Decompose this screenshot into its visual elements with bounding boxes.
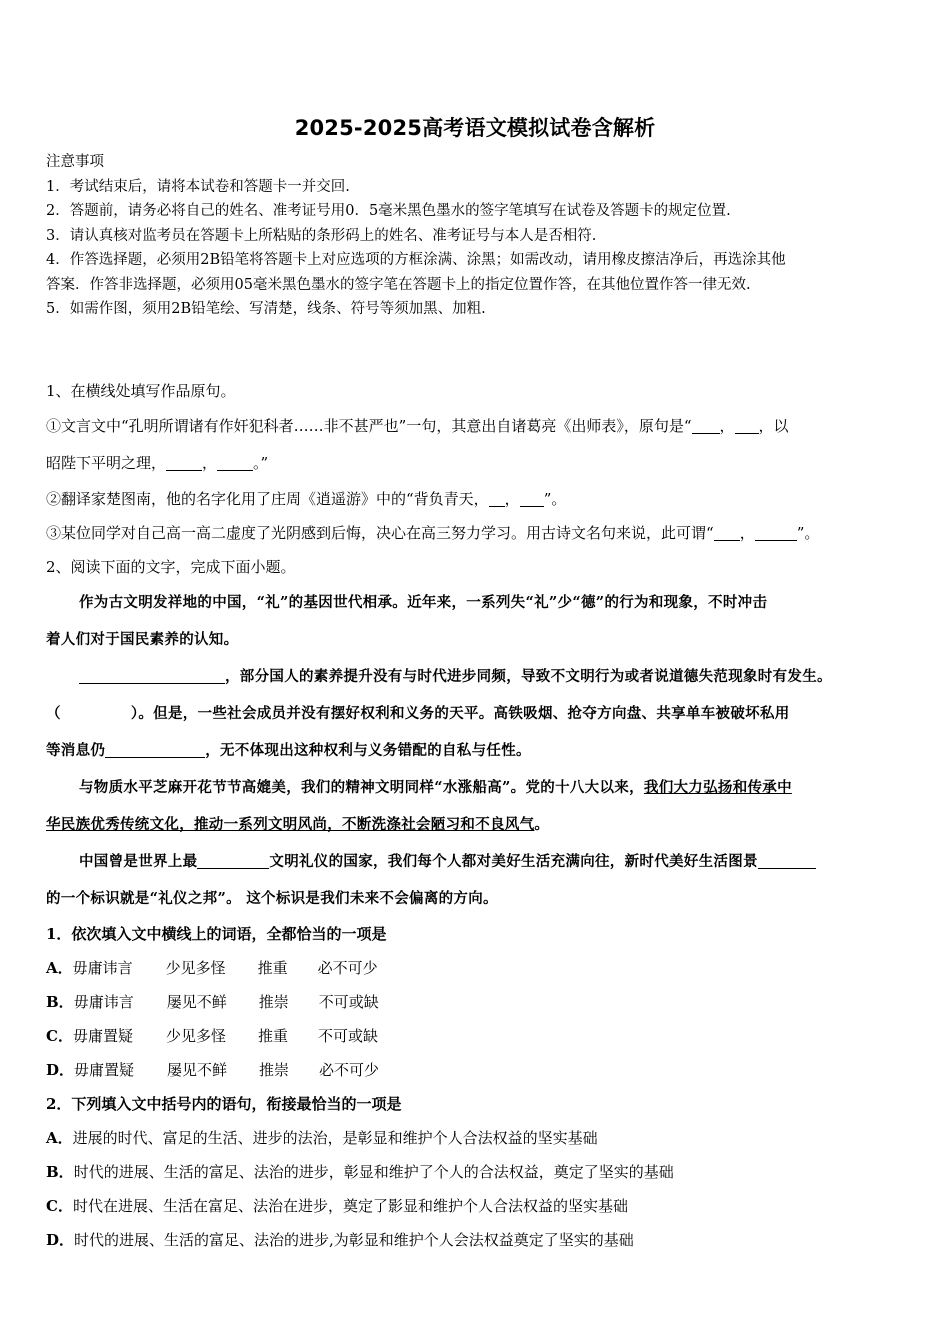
fill-blank[interactable] — [735, 415, 759, 434]
passage-line: 等消息仍 ，无不体现出这种权利与义务错配的自私与任性。 — [46, 732, 912, 769]
notes-item: 2．答题前，请务必将自己的姓名、准考证号用0．5毫米黑色墨水的签字笔填写在试卷及答题卡的规定位置. — [46, 203, 731, 219]
underlined-sentence: 华民族优秀传统文化，推动一系列文明风尚，不断洗涤社会陋习和不良风气 — [46, 816, 535, 833]
fill-blank[interactable] — [217, 452, 253, 471]
fill-blank[interactable] — [489, 488, 505, 507]
fill-blank[interactable] — [758, 850, 816, 869]
notes-section — [46, 150, 906, 322]
subq2-option-b[interactable]: B．时代的进展、生活的富足、法治的进步，彰显和维护了个人的合法权益，奠定了坚实的基础 — [46, 1163, 674, 1181]
underlined-sentence: 我们大力弘扬和传承中 — [643, 779, 792, 796]
passage-line: 的一个标识就是“礼仪之邦”。 这个标识是我们未来不会偏离的方向。 — [46, 890, 498, 907]
passage-line: ，部分国人的素养提升没有与时代进步同频，导致不文明行为或者说道德失范现象时有发生。 — [46, 658, 912, 695]
q1-sub1-line2: 昭陛下平明之理， ， 。” — [46, 454, 269, 472]
q1-sub1-line1: ①文言文中“孔明所谓诸有作奸犯科者……非不甚严也”一句，其意出自诸葛亮《出师表》，原句是“ ， ，以 — [46, 417, 789, 435]
q1-stem: 1、在横线处填写作品原句。 — [46, 382, 236, 400]
subq2-option-c[interactable]: C．时代在进展、生活在富足、法治在进步，奠定了影显和维护个人合法权益的坚实基础 — [46, 1197, 628, 1215]
notes-heading: 注意事项 — [46, 154, 104, 170]
q2-stem: 2、阅读下面的文字，完成下面小题。 — [46, 558, 296, 576]
fill-blank[interactable] — [105, 739, 205, 758]
q1-sub3: ③某位同学对自己高一高二虚度了光阴感到后悔，决心在高三努力学习。用古诗文名句来说，此可谓“ ， ”。 — [46, 524, 820, 542]
subq1-option-c[interactable]: C．毋庸置疑 少见多怪 推重 不可或缺 — [46, 1027, 378, 1045]
q1-sub2: ②翻译家楚图南，他的名字化用了庄周《逍遥游》中的“背负青天， ， ”。 — [46, 490, 567, 508]
questions-body — [46, 374, 912, 1257]
fill-blank[interactable] — [197, 850, 269, 869]
page-title: 2025-2025高考语文模拟试卷含解析 — [294, 116, 656, 140]
fill-blank[interactable] — [755, 522, 797, 541]
passage-line: 与物质水平芝麻开花节节高媲美，我们的精神文明同样“水涨船高”。党的十八大以来，我们大力弘扬和传承中 — [79, 779, 792, 796]
subq2-stem: 2．下列填入文中括号内的语句，衔接最恰当的一项是 — [46, 1095, 402, 1113]
fill-blank[interactable] — [520, 488, 544, 507]
subq1-stem: 1．依次填入文中横线上的词语，全都恰当的一项是 — [46, 925, 387, 943]
subq2-option-a[interactable]: A．进展的时代、富足的生活、进步的法治，是彰显和维护个人合法权益的坚实基础 — [46, 1129, 598, 1147]
fill-blank[interactable] — [714, 522, 740, 541]
fill-blank[interactable] — [166, 452, 202, 471]
passage-line: 作为古文明发祥地的中国，“礼”的基因世代相承。近年来，一系列失“礼”少“德”的行为和现象，不时冲击 — [79, 594, 768, 611]
subq1-option-d[interactable]: D．毋庸置疑 屡见不鲜 推崇 必不可少 — [46, 1061, 380, 1079]
subq1-option-a[interactable]: A．毋庸讳言 少见多怪 推重 必不可少 — [46, 959, 378, 977]
notes-item: 4．作答选择题，必须用2B铅笔将答题卡上对应选项的方框涂满、涂黑；如需改动，请用橡皮擦洁净后，再选涂其他 — [46, 252, 786, 268]
fill-blank[interactable] — [79, 665, 225, 684]
reading-passage — [46, 584, 912, 917]
notes-item: 答案．作答非选择题，必须用05毫米黑色墨水的签字笔在答题卡上的指定位置作答，在其他位置作答一律无效. — [46, 276, 751, 293]
subq1-option-b[interactable]: B．毋庸讳言 屡见不鲜 推崇 不可或缺 — [46, 993, 379, 1011]
passage-line: 中国曾是世界上最 文明礼仪的国家，我们每个人都对美好生活充满向往，新时代美好生活图景 — [46, 843, 912, 880]
passage-line: 华民族优秀传统文化，推动一系列文明风尚，不断洗涤社会陋习和不良风气。 — [46, 816, 550, 833]
notes-item: 1．考试结束后，请将本试卷和答题卡一并交回. — [46, 178, 350, 195]
notes-item: 3．请认真核对监考员在答题卡上所粘贴的条形码上的姓名、准考证号与本人是否相符. — [46, 227, 597, 244]
notes-item: 5．如需作图，须用2B铅笔绘、写清楚，线条、符号等须加黑、加粗. — [46, 301, 486, 317]
passage-line: 着人们对于国民素养的认知。 — [46, 631, 239, 648]
subq2-option-d[interactable]: D．时代的进展、生活的富足、法治的进步,为彰显和维护个人会法权益奠定了坚实的基础 — [46, 1231, 634, 1249]
passage-line: （ ）。但是，一些社会成员并没有摆好权利和义务的天平。高铁吸烟、抢夺方向盘、共享单车被破坏私用 — [46, 705, 790, 722]
fill-blank[interactable] — [692, 415, 720, 434]
